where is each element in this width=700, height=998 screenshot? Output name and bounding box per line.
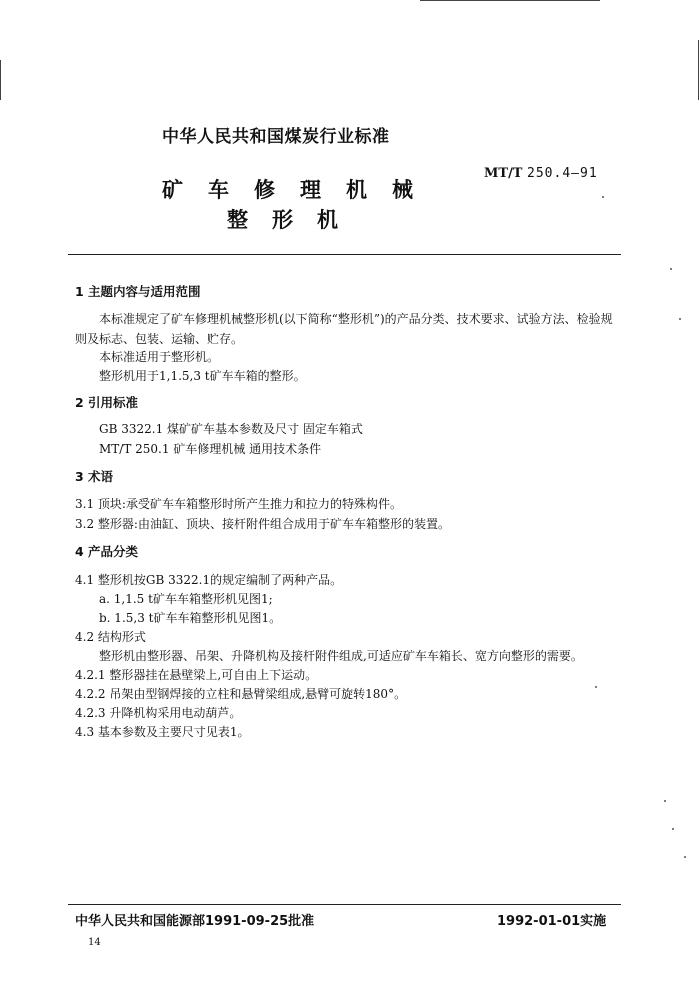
scan-right-edge bbox=[698, 40, 699, 100]
reference-2: MT/T 250.1 矿车修理机械 通用技术条件 bbox=[99, 442, 322, 456]
section-4-heading: 4 产品分类 bbox=[75, 544, 139, 559]
clause-4-1-b: b. 1.5,3 t矿车车箱整形机见图1。 bbox=[99, 611, 282, 625]
section-3-heading: 3 术语 bbox=[75, 469, 114, 484]
speck bbox=[672, 828, 674, 830]
section-1-paragraph-2: 本标准适用于整形机。 bbox=[99, 350, 220, 364]
clause-4-1: 4.1 整形机按GB 3322.1的规定编制了两种产品。 bbox=[75, 573, 343, 587]
section-1-paragraph-1: 本标准规定了矿车修理机械整形机(以下简称“整形机”)的产品分类、技术要求、试验方法、检验规 bbox=[99, 312, 613, 326]
speck bbox=[602, 196, 604, 198]
section-2-heading: 2 引用标准 bbox=[75, 395, 139, 410]
section-1-paragraph-1-cont: 则及标志、包装、运输、贮存。 bbox=[75, 332, 244, 346]
speck bbox=[679, 318, 681, 320]
standard-title-line1: 矿车修理机械 bbox=[162, 178, 438, 202]
clause-4-1-a: a. 1,1.5 t矿车车箱整形机见图1; bbox=[99, 592, 273, 606]
organization-title: 中华人民共和国煤炭行业标准 bbox=[162, 127, 390, 147]
code-number: 250.4—91 bbox=[527, 166, 598, 181]
speck bbox=[684, 856, 686, 858]
speck bbox=[670, 268, 672, 270]
scan-left-edge bbox=[0, 60, 1, 100]
section-1-heading: 1 主题内容与适用范围 bbox=[75, 284, 201, 299]
term-3-1: 3.1 顶块:承受矿车车箱整形时所产生推力和拉力的特殊构件。 bbox=[75, 497, 402, 511]
section-1-paragraph-3: 整形机用于1,1.5,3 t矿车车箱的整形。 bbox=[99, 369, 306, 383]
page-number: 14 bbox=[88, 937, 101, 948]
clause-4-3: 4.3 基本参数及主要尺寸见表1。 bbox=[75, 725, 250, 739]
clause-4-2: 4.2 结构形式 bbox=[75, 630, 146, 644]
standard-code bbox=[484, 166, 598, 181]
header-divider bbox=[68, 254, 621, 255]
clause-4-2-paragraph: 整形机由整形器、吊架、升降机构及接杆附件组成,可适应矿车车箱长、宽方向整形的需要。 bbox=[99, 649, 583, 663]
speck bbox=[595, 686, 597, 688]
term-3-2: 3.2 整形器:由油缸、顶块、接杆附件组合成用于矿车车箱整形的装置。 bbox=[75, 517, 450, 531]
clause-4-2-1: 4.2.1 整形器挂在悬壁梁上,可自由上下运动。 bbox=[75, 668, 318, 682]
clause-4-2-2: 4.2.2 吊架由型钢焊接的立柱和悬臂梁组成,悬臂可旋转180°。 bbox=[75, 687, 407, 701]
clause-4-2-3: 4.2.3 升降机构采用电动葫芦。 bbox=[75, 706, 242, 720]
footer-divider bbox=[68, 904, 621, 905]
code-prefix: MT/T bbox=[484, 166, 523, 181]
reference-1: GB 3322.1 煤矿矿车基本参数及尺寸 固定车箱式 bbox=[99, 422, 363, 436]
speck bbox=[664, 800, 666, 802]
approval-line: 中华人民共和国能源部1991-09-25批准 bbox=[75, 914, 315, 929]
implementation-date: 1992-01-01实施 bbox=[497, 914, 607, 929]
standard-title-line2: 整形机 bbox=[227, 208, 362, 232]
scan-top-line bbox=[420, 0, 600, 1]
